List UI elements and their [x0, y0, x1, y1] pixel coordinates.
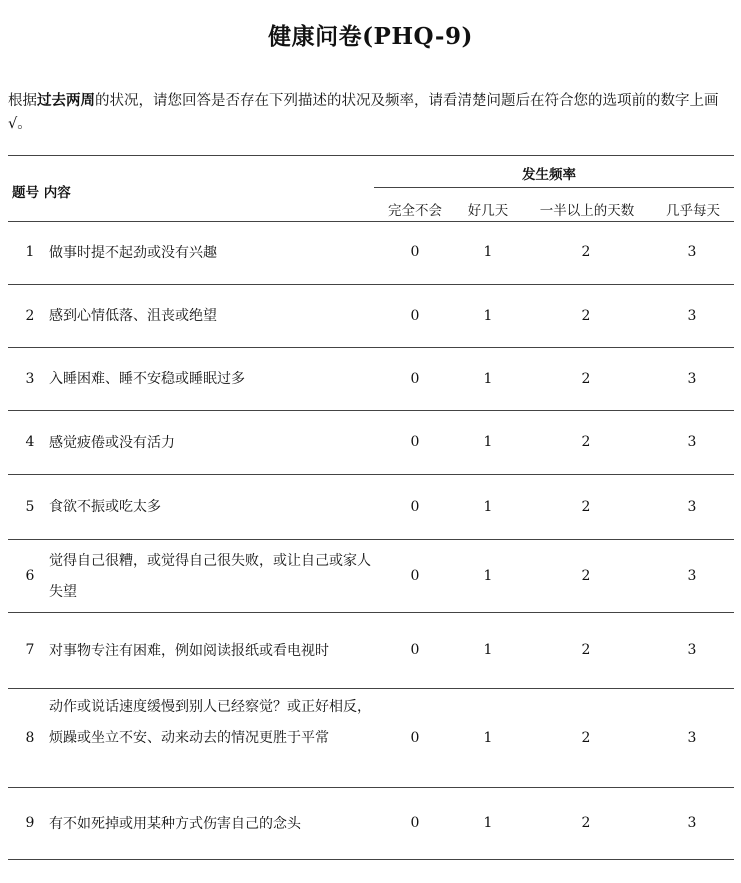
- question-text: 入睡困难、睡不安稳或睡眠过多: [49, 371, 245, 387]
- table-row: [8, 411, 734, 475]
- header-frequency: 发生频率: [522, 167, 576, 183]
- question-text: 动作或说话速度缓慢到别人已经察觉？或正好相反，烦躁或坐立不安、动来动去的情况更胜于平常: [49, 699, 371, 746]
- score-option-3[interactable]: 3: [687, 434, 697, 450]
- score-option-2[interactable]: 2: [581, 567, 591, 584]
- score-option-0[interactable]: 0: [410, 307, 420, 324]
- score-option-1[interactable]: 1: [483, 244, 493, 260]
- question-text: 感到心情低落、沮丧或绝望: [49, 308, 217, 324]
- score-option-0[interactable]: 0: [410, 244, 420, 260]
- score-option-3[interactable]: 3: [687, 567, 697, 584]
- score-option-1[interactable]: 1: [483, 498, 493, 515]
- score-option-2[interactable]: 2: [581, 307, 591, 324]
- score-option-2[interactable]: 2: [581, 434, 591, 450]
- score-option-2[interactable]: 2: [581, 498, 591, 515]
- instructions-prefix: 根据: [8, 93, 37, 109]
- score-option-1[interactable]: 1: [483, 370, 493, 387]
- table-row: [8, 221, 734, 285]
- score-option-1[interactable]: 1: [483, 567, 493, 584]
- question-number: 1: [25, 244, 35, 260]
- header-number-content: 题号 内容: [12, 185, 71, 201]
- score-option-2[interactable]: 2: [581, 815, 591, 831]
- question-number: 4: [25, 434, 35, 450]
- question-number: 7: [25, 642, 35, 658]
- score-option-3[interactable]: 3: [687, 498, 697, 515]
- score-option-2[interactable]: 2: [581, 642, 591, 658]
- column-header-nearly-every-day: 几乎每天: [666, 203, 720, 219]
- question-text: 有不如死掉或用某种方式伤害自己的念头: [49, 815, 301, 832]
- page-title: 健康问卷(PHQ-9): [268, 23, 473, 50]
- score-option-2[interactable]: 2: [581, 729, 591, 746]
- score-option-1[interactable]: 1: [483, 434, 493, 450]
- score-option-3[interactable]: 3: [687, 815, 697, 831]
- instructions-emphasis: 过去两周: [37, 93, 95, 109]
- score-option-0[interactable]: 0: [410, 729, 420, 746]
- table-row: [8, 689, 734, 788]
- score-option-1[interactable]: 1: [483, 307, 493, 324]
- score-option-0[interactable]: 0: [410, 815, 420, 831]
- question-number: 8: [25, 729, 35, 746]
- table-row: [8, 285, 734, 348]
- score-option-1[interactable]: 1: [483, 815, 493, 831]
- question-text: 做事时提不起劲或没有兴趣: [49, 244, 217, 261]
- instructions: [8, 90, 736, 136]
- question-number: 9: [25, 815, 35, 831]
- score-option-3[interactable]: 3: [687, 307, 697, 324]
- table-row: [8, 613, 734, 689]
- score-option-0[interactable]: 0: [410, 498, 420, 515]
- column-header-not-at-all: 完全不会: [388, 203, 442, 219]
- score-option-3[interactable]: 3: [687, 244, 697, 260]
- question-number: 2: [25, 307, 35, 324]
- score-option-0[interactable]: 0: [410, 370, 420, 387]
- column-header-more-than-half: 一半以上的天数: [539, 203, 635, 219]
- question-text: 感觉疲倦或没有活力: [49, 434, 175, 451]
- score-option-1[interactable]: 1: [483, 642, 493, 658]
- score-option-1[interactable]: 1: [483, 729, 493, 746]
- question-number: 6: [25, 567, 35, 584]
- question-text: 食欲不振或吃太多: [49, 499, 161, 515]
- table-row: [8, 788, 734, 860]
- row-divider: [8, 859, 734, 860]
- question-text: 对事物专注有困难，例如阅读报纸或看电视时: [49, 642, 329, 659]
- instructions-suffix: 的状况，请您回答是否存在下列描述的状况及频率，请看清楚问题后在符合您的选项前的数字上画 √。: [8, 93, 719, 132]
- score-option-0[interactable]: 0: [410, 642, 420, 658]
- table-row: [8, 540, 734, 613]
- question-number: 3: [25, 370, 35, 387]
- score-option-2[interactable]: 2: [581, 244, 591, 260]
- score-option-3[interactable]: 3: [687, 370, 697, 387]
- score-option-2[interactable]: 2: [581, 370, 591, 387]
- header-divider: [374, 187, 734, 188]
- score-option-0[interactable]: 0: [410, 567, 420, 584]
- table-row: [8, 348, 734, 411]
- table-row: [8, 475, 734, 540]
- score-option-3[interactable]: 3: [687, 729, 697, 746]
- table-top-border: [8, 155, 734, 156]
- column-header-several-days: 好几天: [467, 203, 509, 219]
- score-option-3[interactable]: 3: [687, 642, 697, 658]
- question-text: 觉得自己很糟，或觉得自己很失败，或让自己或家人失望: [49, 552, 371, 600]
- score-option-0[interactable]: 0: [410, 434, 420, 450]
- question-number: 5: [25, 498, 35, 515]
